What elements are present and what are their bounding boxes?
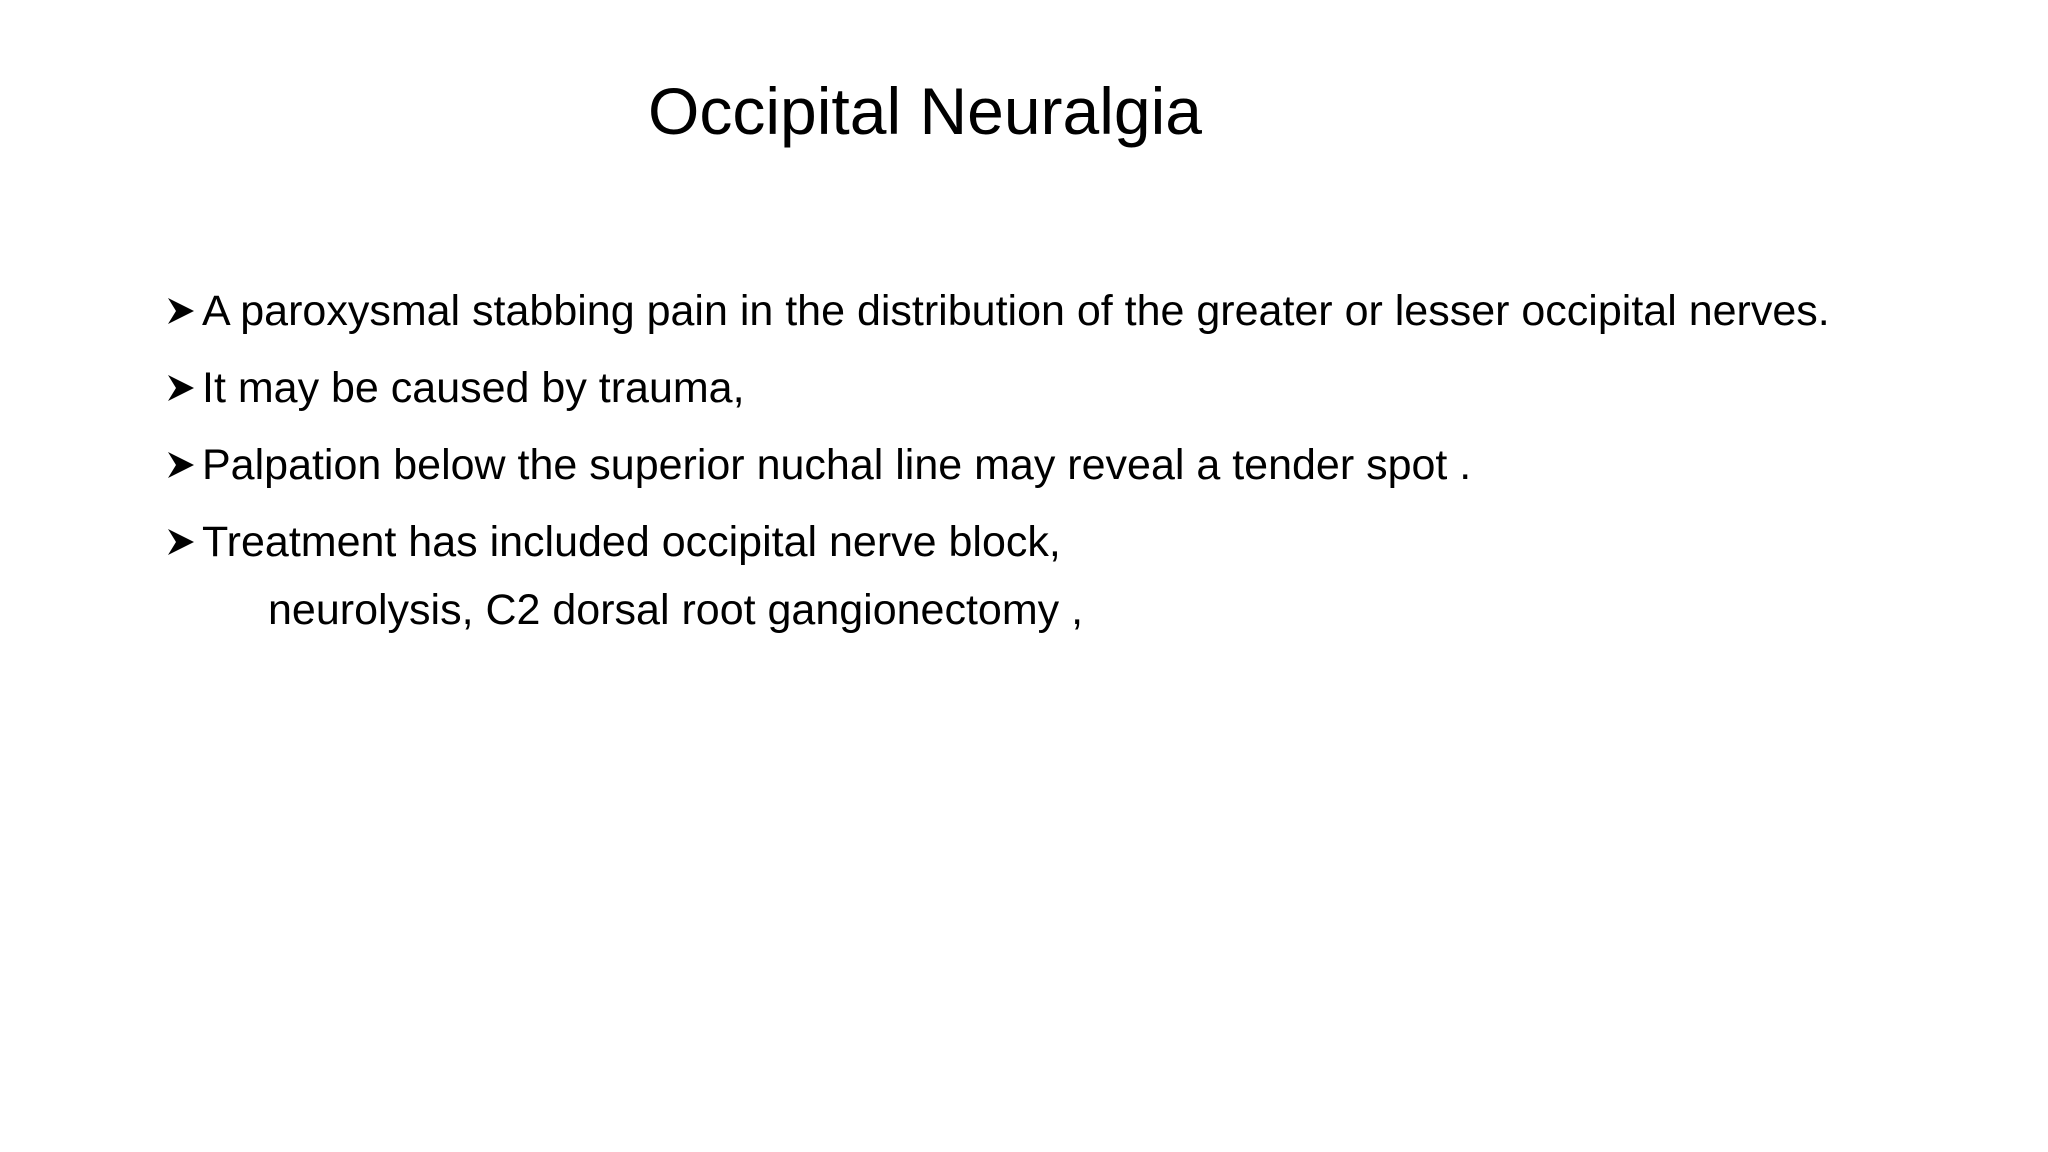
bullet-text: Palpation below the superior nuchal line may reveal a tender spot .: [202, 441, 1472, 489]
bullet-item: [166, 357, 1886, 419]
arrow-bullet-icon: [166, 511, 200, 573]
bullet-text: It may be caused by trauma,: [202, 364, 745, 412]
bullet-item: [166, 511, 1886, 641]
arrow-bullet-icon: [166, 434, 200, 496]
bullet-list: [166, 280, 1886, 656]
slide-title: Occipital Neuralgia: [648, 74, 1202, 148]
arrow-bullet-icon: [166, 280, 200, 342]
bullet-text: Treatment has included occipital nerve block,: [202, 518, 1061, 566]
bullet-text: A paroxysmal stabbing pain in the distribution of the greater or lesser occipital nerves.: [202, 287, 1830, 335]
bullet-item: [166, 434, 1886, 496]
bullet-item: [166, 280, 1886, 342]
arrow-bullet-icon: [166, 357, 200, 419]
bullet-continuation: neurolysis, C2 dorsal root gangionectomy ,: [268, 586, 1084, 634]
